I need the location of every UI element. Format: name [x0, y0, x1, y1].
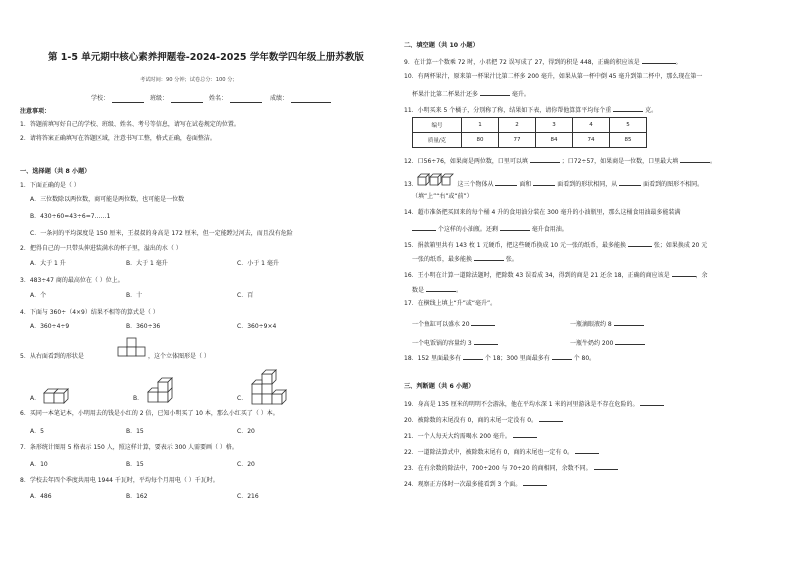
answer-blank[interactable]: [614, 319, 644, 326]
question-text: 一瓶牛奶约 200: [570, 340, 614, 347]
question-2: 2．把得自己的一只带头伸进装满水的杯子里，溢出的水（ ）: [20, 245, 182, 252]
school-label: 学校：: [91, 95, 110, 102]
question-text: 20．被除数的末尾没有 0，商的末尾一定没有 0。: [404, 417, 538, 424]
table-cell: 84: [536, 133, 573, 148]
table-row: [413, 118, 647, 133]
answer-blank[interactable]: [463, 353, 483, 360]
answer-blank[interactable]: [533, 179, 555, 186]
question-13-hint: （填“上”“右”或“前”）: [412, 193, 473, 200]
question-12: [404, 156, 716, 166]
class-field[interactable]: [171, 96, 203, 103]
question-text: 面和: [519, 181, 532, 188]
option[interactable]: A．三位数除以两位数，商可能是两位数，也可能是一位数: [30, 196, 185, 203]
question-text: 23．在有余数的除法中，700÷200 与 70÷20 的商相同，余数不同。: [404, 465, 592, 472]
option[interactable]: C．小于 1 毫升: [237, 260, 279, 267]
question-17b: [570, 319, 644, 329]
table-cell: 5: [610, 118, 647, 133]
question-15: [404, 240, 707, 250]
table-cell: 77: [499, 133, 536, 148]
section-heading-choice: 一、选择题（共 8 小题）: [20, 168, 91, 175]
option[interactable]: C．20: [237, 461, 255, 468]
table-cell: 85: [610, 133, 647, 148]
school-field[interactable]: [112, 96, 144, 103]
option[interactable]: A．360÷4÷9: [30, 323, 70, 330]
table-cell: 74: [573, 133, 610, 148]
option[interactable]: A．5: [30, 428, 44, 435]
answer-blank[interactable]: [575, 447, 599, 454]
question-18: [404, 353, 595, 363]
question-text: 面看到的图形不相同。: [643, 181, 704, 188]
question-7: 7．条形统计图用 5 格表示 150 人，照这样计算，要表示 300 人需要画（ ）格。: [20, 444, 238, 451]
class-label: 班级：: [150, 95, 169, 102]
question-text: 11．小明买来 5 个橘子，分别称了称，结果如下表，请你帮他算算平均每个重: [404, 107, 612, 114]
answer-blank[interactable]: [500, 224, 530, 231]
question-9: 9．在计算一个数乘 72 时，小君把 72 误写成了 27，得到的积是 448，正确的积应该是 。: [404, 59, 682, 66]
question-text: 面看到的形状相同，从: [557, 181, 618, 188]
question-11: [404, 105, 657, 115]
question-21: [404, 431, 537, 441]
question-10: 10．有两杯果汁，原来第一杯果汁比第二杯多 200 毫升，如果从第一杯中倒 45 毫升到第二杯中，那么现在第一: [404, 73, 703, 80]
question-23: [404, 463, 618, 473]
exam-title: 第 1-5 单元期中核心素养押题卷-2024-2025 学年数学四年级上册苏教版: [48, 52, 364, 63]
option[interactable]: C．216: [237, 493, 259, 500]
answer-blank[interactable]: [642, 57, 676, 64]
option[interactable]: A．10: [30, 461, 48, 468]
question-text: 13．: [404, 181, 418, 188]
question-24: [404, 479, 547, 489]
question-text: 这三个物体从: [457, 181, 494, 188]
unit-text: 毫升。: [511, 91, 530, 98]
answer-blank[interactable]: [495, 179, 517, 186]
question-text: 18．152 里面最多有: [404, 355, 461, 362]
answer-blank[interactable]: [619, 179, 641, 186]
question-22: [404, 447, 599, 457]
answer-blank[interactable]: [613, 105, 643, 112]
unit-text: 克。: [645, 107, 658, 114]
question-text: 张。: [505, 256, 518, 263]
option-label[interactable]: B．: [133, 395, 144, 402]
answer-blank[interactable]: [594, 463, 618, 470]
option[interactable]: B．十: [126, 292, 143, 299]
question-14-cont: [412, 224, 568, 234]
answer-blank[interactable]: [471, 319, 495, 326]
answer-blank[interactable]: [552, 353, 572, 360]
question-text: 19．身高是 135 厘米的明明不会游泳，他在平均水深 1 米的河里游泳是不存在危险的。: [404, 401, 639, 408]
answer-blank[interactable]: [513, 431, 537, 438]
answer-blank[interactable]: [615, 338, 645, 345]
question-text: 一个鱼缸可以盛水 20: [412, 321, 470, 328]
question-text: ，余: [695, 272, 708, 279]
three-objects-figure: [417, 172, 453, 186]
table-row: [413, 133, 647, 148]
option[interactable]: A．486: [30, 493, 52, 500]
question-text: 毫升食用油。: [531, 226, 568, 233]
note-item: 2．请将答案正确填写在答题区域，注意书写工整，格式正确，卷面整洁。: [20, 135, 216, 142]
question-3: 3．483÷47 商的最高位在（ ）位上。: [20, 277, 124, 284]
question-text: 一瓶滴眼液约 8: [570, 321, 612, 328]
table-cell: 3: [536, 118, 573, 133]
score-field[interactable]: [291, 96, 331, 103]
table-cell: 1: [462, 118, 499, 133]
table-cell: 80: [462, 133, 499, 148]
table-cell: 质量/克: [413, 133, 462, 148]
section-heading-fill: 二、填空题（共 10 小题）: [404, 42, 479, 49]
question-5-rest: ，这个立体图形是（ ）: [148, 353, 210, 360]
answer-blank[interactable]: [523, 479, 547, 486]
table-cell: 2: [499, 118, 536, 133]
name-label: 姓名：: [209, 95, 228, 102]
option[interactable]: A．大于 1 升: [30, 260, 66, 267]
question-text: 16．王小明在计算一道除法题时，把除数 43 误看成 34，得到的商是 21 还余 18，正确的商应该是: [404, 272, 670, 279]
answer-blank[interactable]: [539, 415, 563, 422]
answer-blank[interactable]: [680, 156, 710, 163]
question-text: 一张的纸币，最多能换: [412, 256, 473, 263]
answer-blank[interactable]: [672, 270, 696, 277]
option-a-figure[interactable]: [42, 383, 76, 405]
option[interactable]: B．15: [126, 428, 144, 435]
question-4: 4．下面与 360÷（4×9）结果不相等的算式是（ ）: [20, 309, 159, 316]
question-text: 15．捐款箱里共有 143 枚 1 元硬币，把这些硬币换成 10 元一张的纸币，最多能换: [404, 242, 626, 249]
question-8: 8．学校去年四个季度共用电 1944 千瓦时，平均每个月用电（ ）千瓦时。: [20, 477, 219, 484]
option[interactable]: B．15: [126, 461, 144, 468]
option[interactable]: A．个: [30, 292, 47, 299]
score-label: 成绩：: [270, 95, 289, 102]
note-item: 1．答题前填写好自己的学校、班级、姓名、考号等信息，请写在试卷规定的位置。: [20, 121, 240, 128]
question-text: 12．口56÷76，如果商是两位数，口里可以填: [404, 158, 528, 165]
option-label[interactable]: A．: [30, 395, 41, 402]
question-19: [404, 399, 664, 409]
question-text: 个这样的小油瓶。还剩: [437, 226, 498, 233]
answer-blank[interactable]: [530, 156, 560, 163]
question-5: 5．从右面看到的形状是: [20, 353, 84, 360]
name-field[interactable]: [230, 96, 262, 103]
question-text: 21．一个人每天大约需喝水 200 毫升。: [404, 433, 511, 440]
question-text: 9．在计算一个数乘 72 时，小君把 72 误写成了 27，得到的积是 448，正确的积应该是: [404, 59, 640, 66]
question-15-cont: [412, 254, 518, 264]
answer-blank[interactable]: [628, 240, 652, 247]
question-10-cont: [412, 89, 530, 99]
answer-blank[interactable]: [412, 224, 436, 231]
option[interactable]: C．360÷9×4: [237, 323, 277, 330]
question-text: 一个电饭锅的容量约 3: [412, 340, 472, 347]
option[interactable]: B．360÷36: [126, 323, 161, 330]
section-heading-judge: 三、判断题（共 6 小题）: [404, 383, 475, 390]
question-1: 1．下面正确的是（ ）: [20, 182, 80, 189]
question-text: ；口72÷57，如果商是一位数，口里最大填: [561, 158, 679, 165]
question-16: [404, 270, 708, 280]
answer-blank[interactable]: [474, 338, 498, 345]
right-view-figure: [117, 338, 147, 358]
question-text: 杯果汁比第二杯果汁还多: [412, 91, 479, 98]
answer-blank[interactable]: [640, 399, 664, 406]
question-text: 数是: [412, 287, 425, 294]
question-16-cont: [412, 285, 462, 295]
option[interactable]: B．大于 1 毫升: [126, 260, 168, 267]
question-17d: [570, 338, 645, 348]
question-text: 个 80。: [573, 355, 596, 362]
notes-heading: 注意事项：: [20, 108, 51, 115]
answer-blank[interactable]: [474, 254, 504, 261]
left-page: [0, 0, 384, 562]
question-17c: [412, 338, 498, 348]
exam-info: 考试时间：90 分钟；试卷总分：100 分；: [140, 77, 238, 83]
right-page: [400, 0, 784, 562]
option[interactable]: B．162: [126, 493, 148, 500]
question-text: 张；如果换成 20 元: [653, 242, 708, 249]
option[interactable]: C．一条河的平均深度是 150 厘米，王叔叔的身高是 172 厘米，但一定能蹚过河去，而且没有危险: [30, 230, 293, 237]
option[interactable]: C．百: [237, 292, 254, 299]
question-text: 个 18；300 里面最多有: [484, 355, 550, 362]
question-6: 6．买同一本笔记本，小明用去的钱是小红的 2 倍，已知小明买了 10 本，那么小红买了（ ）本。: [20, 410, 279, 417]
question-14: 14．超市准备把买回来的每个桶 4 升的食用油分装在 300 毫升的小油瓶里，那么这桶食用油最多能装满: [404, 209, 681, 216]
option-b-figure[interactable]: [146, 378, 184, 406]
answer-blank[interactable]: [426, 285, 456, 292]
option-c-figure[interactable]: [250, 370, 290, 408]
option[interactable]: C．20: [237, 428, 255, 435]
table-cell: 4: [573, 118, 610, 133]
answer-blank[interactable]: [480, 89, 510, 96]
table-cell: 编号: [413, 118, 462, 133]
question-17a: [412, 319, 495, 329]
question-20: [404, 415, 563, 425]
question-text: 22．一道除法算式中，被除数末尾有 0，商的末尾也一定有 0。: [404, 449, 574, 456]
question-17: 17．在横线上填上“升”或“毫升”。: [404, 300, 497, 307]
question-text: 24．观察正方体时一次最多能看到 3 个面。: [404, 481, 522, 488]
punct: 。: [710, 158, 717, 165]
option-label[interactable]: C．: [237, 395, 248, 402]
option[interactable]: B．430÷60=43÷6=7……1: [30, 213, 111, 220]
orange-weight-table: [412, 117, 647, 148]
punct: 。: [455, 287, 462, 294]
